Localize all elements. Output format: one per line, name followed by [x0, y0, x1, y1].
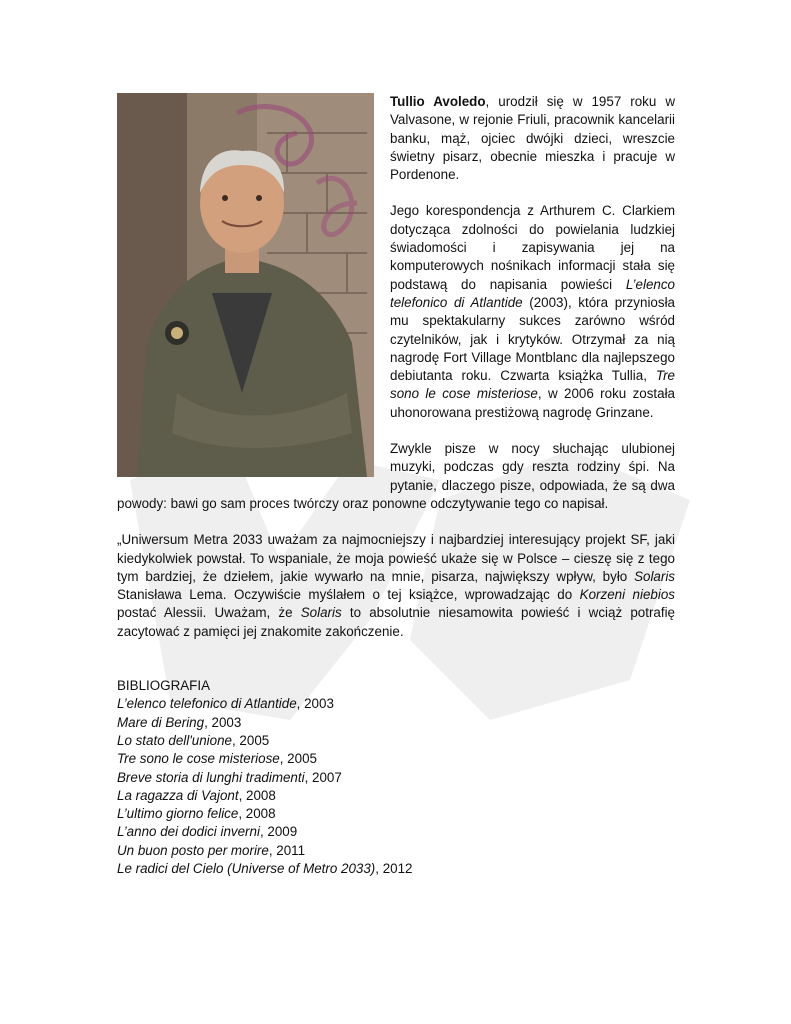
- document-page: [117, 93, 675, 878]
- bibliography-year: , 2003: [296, 696, 334, 712]
- list-item: [117, 823, 675, 841]
- bibliography-year: , 2009: [259, 824, 298, 840]
- bibliography-year: , 2005: [279, 751, 317, 767]
- list-item: [117, 750, 675, 768]
- book-title-korzeni: Korzeni niebios: [579, 587, 675, 603]
- bibliography-year: , 2008: [238, 806, 276, 822]
- bibliography-year: , 2005: [231, 732, 270, 748]
- bibliography-title: Lo stato dell'unione: [117, 732, 232, 748]
- bibliography-year: , 2011: [268, 842, 306, 858]
- book-title-solaris: Solaris: [634, 568, 675, 584]
- quote-text-a: „Uniwersum Metra 2033 uważam za najmocniejszy i najbardziej interesujący projekt SF, jaki kiedykolwiek powstał. To wspaniale, że moja powieść ukaże się w Polsce – cieszę się z tego tym bardziej, że dziełem, jakie wywarło na mnie, pisarza, największy wpływ, było: [117, 532, 675, 584]
- bibliography-title: L’elenco telefonico di Atlantide: [117, 696, 297, 712]
- quote-text-b: Stanisława Lema. Oczywiście myślałem o tej książce, wprowadzając do: [117, 587, 580, 603]
- list-item: [117, 714, 675, 732]
- list-item: [117, 860, 675, 878]
- bibliography-title: L’anno dei dodici inverni: [117, 824, 260, 840]
- list-item: [117, 769, 675, 787]
- author-portrait-illustration: [117, 93, 374, 477]
- bibliography-year: , 2008: [238, 787, 276, 803]
- bibliography-title: L’ultimo giorno felice: [117, 806, 239, 822]
- author-quote-paragraph: [117, 531, 675, 641]
- bibliography-year: , 2012: [375, 860, 413, 876]
- list-item: [117, 842, 675, 860]
- bibliography-year: , 2003: [204, 714, 242, 730]
- bibliography-title: Mare di Bering: [117, 714, 205, 730]
- bibliography-title: Un buon posto per morire: [117, 842, 269, 858]
- bio-career-text-b: (2003), która przyniosła mu spektakularny sukces zarówno wśród czytelników, jak i krytyków. Otrzymał za nią nagrodę Fort Village Montblanc dla najlepszego debiutanta roku. Czwarta książka Tullia,: [390, 294, 675, 384]
- list-item: [117, 787, 675, 805]
- list-item: [117, 695, 675, 713]
- author-photo: [117, 93, 374, 477]
- author-name: Tullio Avoledo: [390, 94, 486, 109]
- bibliography-section: [117, 677, 675, 878]
- bibliography-title: Tre sono le cose misteriose: [117, 751, 280, 767]
- book-title-elenco: L’elenco telefonico di Atlantide: [390, 276, 675, 310]
- list-item: [117, 732, 675, 750]
- quote-text-c: postać Alessii. Uważam, że: [117, 605, 301, 621]
- bio-career-text-c: , w 2006 roku została uhonorowana prestiżową nagrodę Grinzane.: [390, 386, 676, 420]
- book-title-tre-sono: Tre sono le cose misteriose: [390, 368, 675, 402]
- bibliography-heading: BIBLIOGRAFIA: [117, 678, 211, 694]
- book-title-solaris-2: Solaris: [300, 605, 342, 621]
- bio-writing-habits-paragraph: Zwykle pisze w nocy słuchając ulubionej muzyki, podczas gdy reszta rodziny śpi. Na pytanie, dlaczego pisze, odpowiada, że są dwa powody: bawi go sam proces twórczy oraz ponowne odczytywanie tego co napisał.: [117, 441, 675, 511]
- quote-text-d: to absolutnie niesamowita powieść i wciąż potrafię zacytować z pamięci jej znakomite zakończenie.: [117, 605, 675, 639]
- bibliography-title: La ragazza di Vajont: [117, 787, 239, 803]
- list-item: [117, 805, 675, 823]
- bibliography-title: Le radici del Cielo (Universe of Metro 2033): [117, 860, 376, 876]
- bio-intro-text: , urodził się w 1957 roku w Valvasone, w rejonie Friuli, pracownik kancelarii banku, mąż, ojciec dwójki dzieci, wreszcie świetny pisarz, obecnie mieszka i pracuje w Pordenone.: [390, 94, 675, 183]
- bibliography-title: Breve storia di lunghi tradimenti: [117, 769, 305, 785]
- bio-career-text-a: Jego korespondencja z Arthurem C. Clarkiem dotycząca zdolności do powielania ludzkiej świadomości i zapisywania jej na komputerowych nośnikach informacji stała się podstawą do napisania powieści: [390, 203, 675, 292]
- bibliography-list: [117, 695, 675, 878]
- bibliography-year: , 2007: [304, 769, 342, 785]
